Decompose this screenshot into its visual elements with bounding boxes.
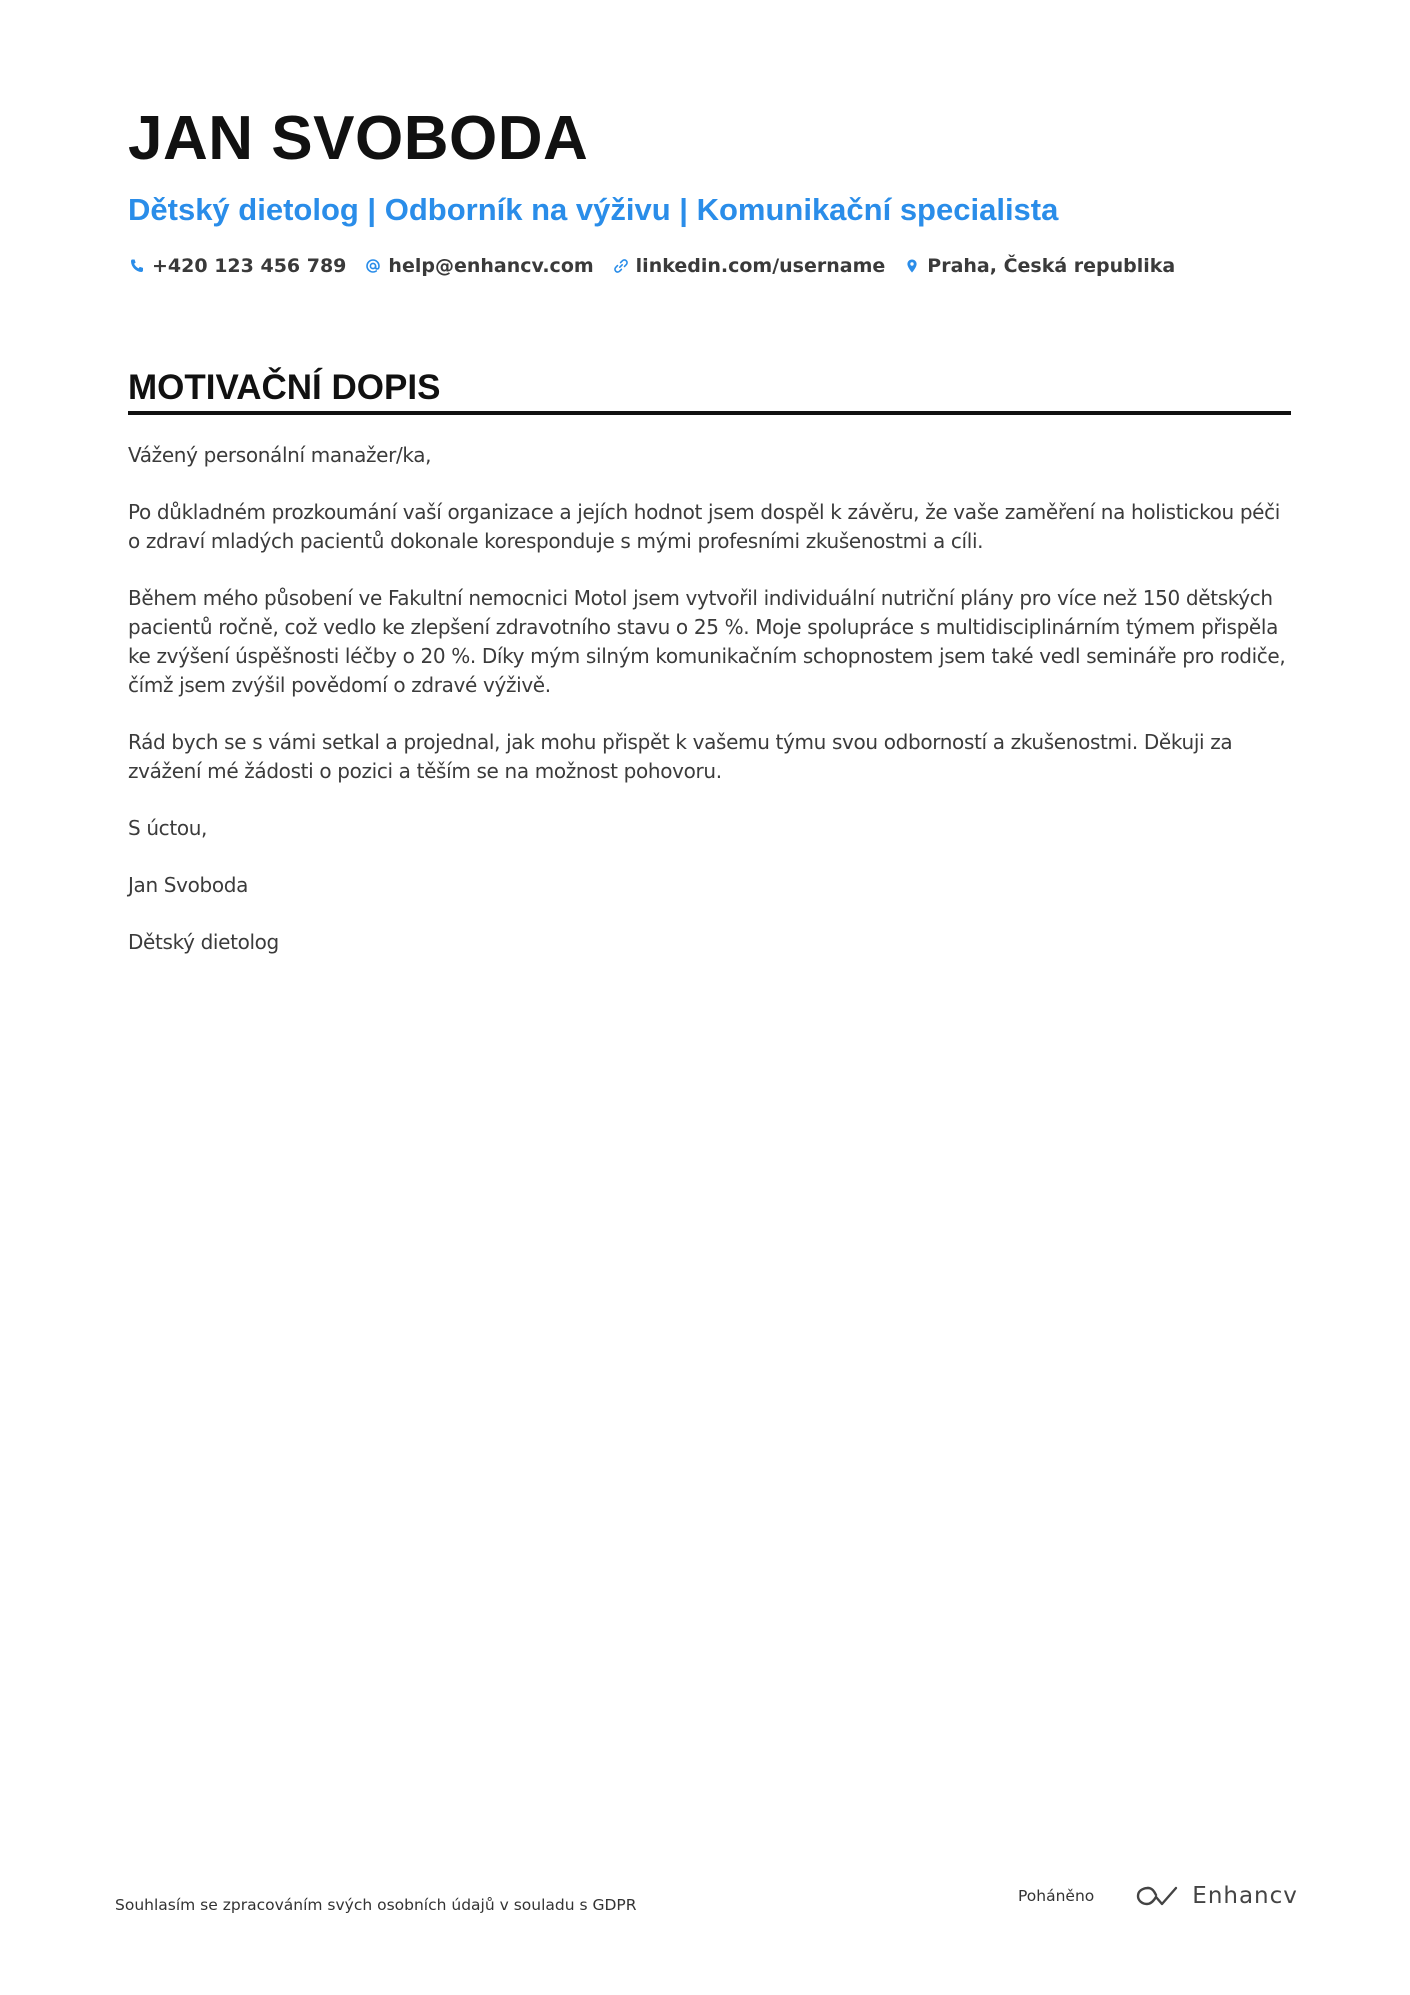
contact-phone-text: +420 123 456 789 (152, 255, 347, 277)
letter-paragraph-1: Po důkladném prozkoumání vaší organizace a jejích hodnot jsem dospěl k závěru, že vaše zaměření na holistickou péči o zdraví mladých pacientů dokonale koresponduje s mými profesními zkušenostmi a cíli. (128, 500, 1280, 553)
signature-name: Jan Svoboda (128, 873, 248, 897)
enhancv-logo-icon (1134, 1882, 1182, 1910)
contact-linkedin[interactable] (612, 255, 886, 277)
signature-title: Dětský dietolog (128, 930, 279, 954)
contact-phone[interactable] (128, 255, 346, 277)
section-divider (128, 411, 1291, 415)
letter-greeting: Vážený personální manažer/ka, (128, 443, 432, 467)
contact-email[interactable] (364, 255, 593, 277)
contact-linkedin-text: linkedin.com/username (635, 255, 886, 277)
contact-location (903, 255, 1175, 277)
enhancv-logo[interactable] (1134, 1882, 1298, 1910)
candidate-headline: Dětský dietolog | Odborník na výživu | Komunikační specialista (128, 192, 1059, 227)
contact-bar (128, 255, 1193, 277)
location-pin-icon (903, 257, 921, 275)
letter-paragraph-2: Během mého působení ve Fakultní nemocnici Motol jsem vytvořil individuální nutriční plány pro více než 150 dětských pacientů ročně, což vedlo ke zlepšení zdravotního stavu o 25 %. Moje spolupráce s multidisciplinárním týmem přispěla ke zvýšení úspěšnosti léčby o 20 %. Díky mým silným komunikačním schopnostem jsem také vedl semináře pro rodiče, čímž jsem zvýšil povědomí o zdravé výživě. (128, 586, 1286, 697)
gdpr-consent: Souhlasím se zpracováním svých osobních údajů v souladu s GDPR (115, 1896, 637, 1914)
at-icon (364, 257, 382, 275)
letter-body (128, 441, 1291, 985)
letter-closing: S úctou, (128, 816, 208, 840)
section-title: MOTIVAČNÍ DOPIS (128, 368, 441, 407)
candidate-name: JAN SVOBODA (128, 104, 589, 173)
powered-by-label: Poháněno (1018, 1887, 1095, 1905)
letter-paragraph-3: Rád bych se s vámi setkal a projednal, jak mohu přispět k vašemu týmu svou odborností a zkušenostmi. Děkuji za zvážení mé žádosti o pozici a těším se na možnost pohovoru. (128, 730, 1233, 783)
contact-location-text: Praha, Česká republika (927, 255, 1176, 277)
phone-icon (128, 257, 146, 275)
contact-email-text: help@enhancv.com (388, 255, 594, 277)
link-icon (612, 257, 630, 275)
brand-name: Enhancv (1192, 1883, 1298, 1909)
powered-by[interactable] (1018, 1882, 1298, 1910)
